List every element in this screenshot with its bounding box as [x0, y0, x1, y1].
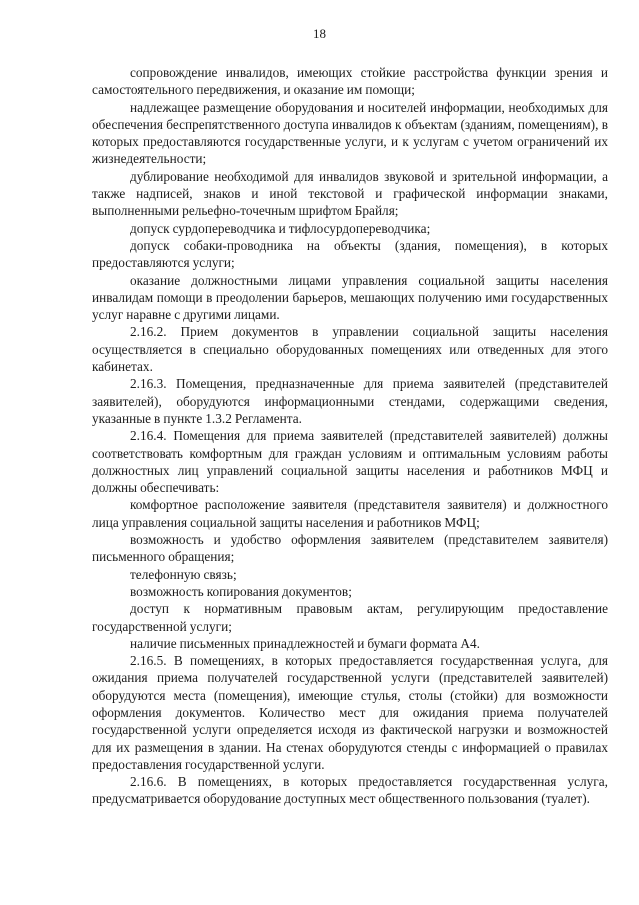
paragraph: оказание должностными лицами управления социальной защиты населения инвалидам помощи в преодолении барьеров, мешающих получению ими государственных услуг наравне с другими лицами. [92, 272, 608, 323]
paragraph: 2.16.2. Прием документов в управлении социальной защиты населения осуществляется в специально оборудованных помещениях или отведенных для этого кабинетах. [92, 324, 608, 375]
paragraph: доступ к нормативным правовым актам, регулирующим предоставление государственной услуги; [92, 601, 608, 634]
paragraph: 2.16.6. В помещениях, в которых предоставляется государственная услуга, предусматривается оборудование доступных мест общественного пользования (туалет). [92, 774, 608, 807]
paragraph: телефонную связь; [130, 566, 237, 582]
page-number: 18 [313, 26, 326, 41]
paragraph: сопровождение инвалидов, имеющих стойкие расстройства функции зрения и самостоятельного передвижения, и оказание им помощи; [92, 65, 608, 98]
paragraph: наличие письменных принадлежностей и бумаги формата А4. [130, 635, 480, 651]
paragraph: комфортное расположение заявителя (представителя заявителя) и должностного лица управления социальной защиты населения и работников МФЦ; [92, 497, 608, 530]
body-text [92, 64, 608, 808]
paragraph: возможность и удобство оформления заявителем (представителем заявителя) письменного обращения; [92, 532, 608, 565]
paragraph: допуск сурдопереводчика и тифлосурдопереводчика; [130, 220, 431, 236]
paragraph: 2.16.3. Помещения, предназначенные для приема заявителей (представителей заявителей), оборудуются информационными стендами, содержащими сведения, указанные в пункте 1.3.2 Регламента. [92, 376, 608, 426]
paragraph: надлежащее размещение оборудования и носителей информации, необходимых для обеспечения беспрепятственного доступа инвалидов к объектам (зданиям, помещениям), в которых предоставляются государственные услуги, и к услугам с учетом ограничений их жизнедеятельности; [92, 99, 608, 167]
paragraph: допуск собаки-проводника на объекты (здания, помещения), в которых предоставляются услуги; [92, 237, 608, 271]
paragraph: дублирование необходимой для инвалидов звуковой и зрительной информации, а также надписей, знаков и иной текстовой и графической информации знаками, выполненными рельефно-точечным шрифтом Брайля; [92, 168, 608, 219]
paragraph: 2.16.4. Помещения для приема заявителей (представителей заявителей) должны соответствовать комфортным для граждан условиям и оптимальным условиям работы должностных лиц управлений социальной защиты населения и работников МФЦ и должны обеспечивать: [92, 428, 608, 496]
paragraph: возможность копирования документов; [130, 583, 352, 599]
paragraph: 2.16.5. В помещениях, в которых предоставляется государственная услуга, для ожидания приема получателей государственной услуги (представителей заявителей) оборудуются места (помещения), имеющие стулья, столы (стойки) для возможности оформления документов. Количество мест для ожидания приема получателей государственной услуги определяется исходя из фактической нагрузки и возможностей для их размещения в здании. На стенах оборудуются стенды с информацией о правилах предоставления государственной услуги. [92, 653, 608, 772]
